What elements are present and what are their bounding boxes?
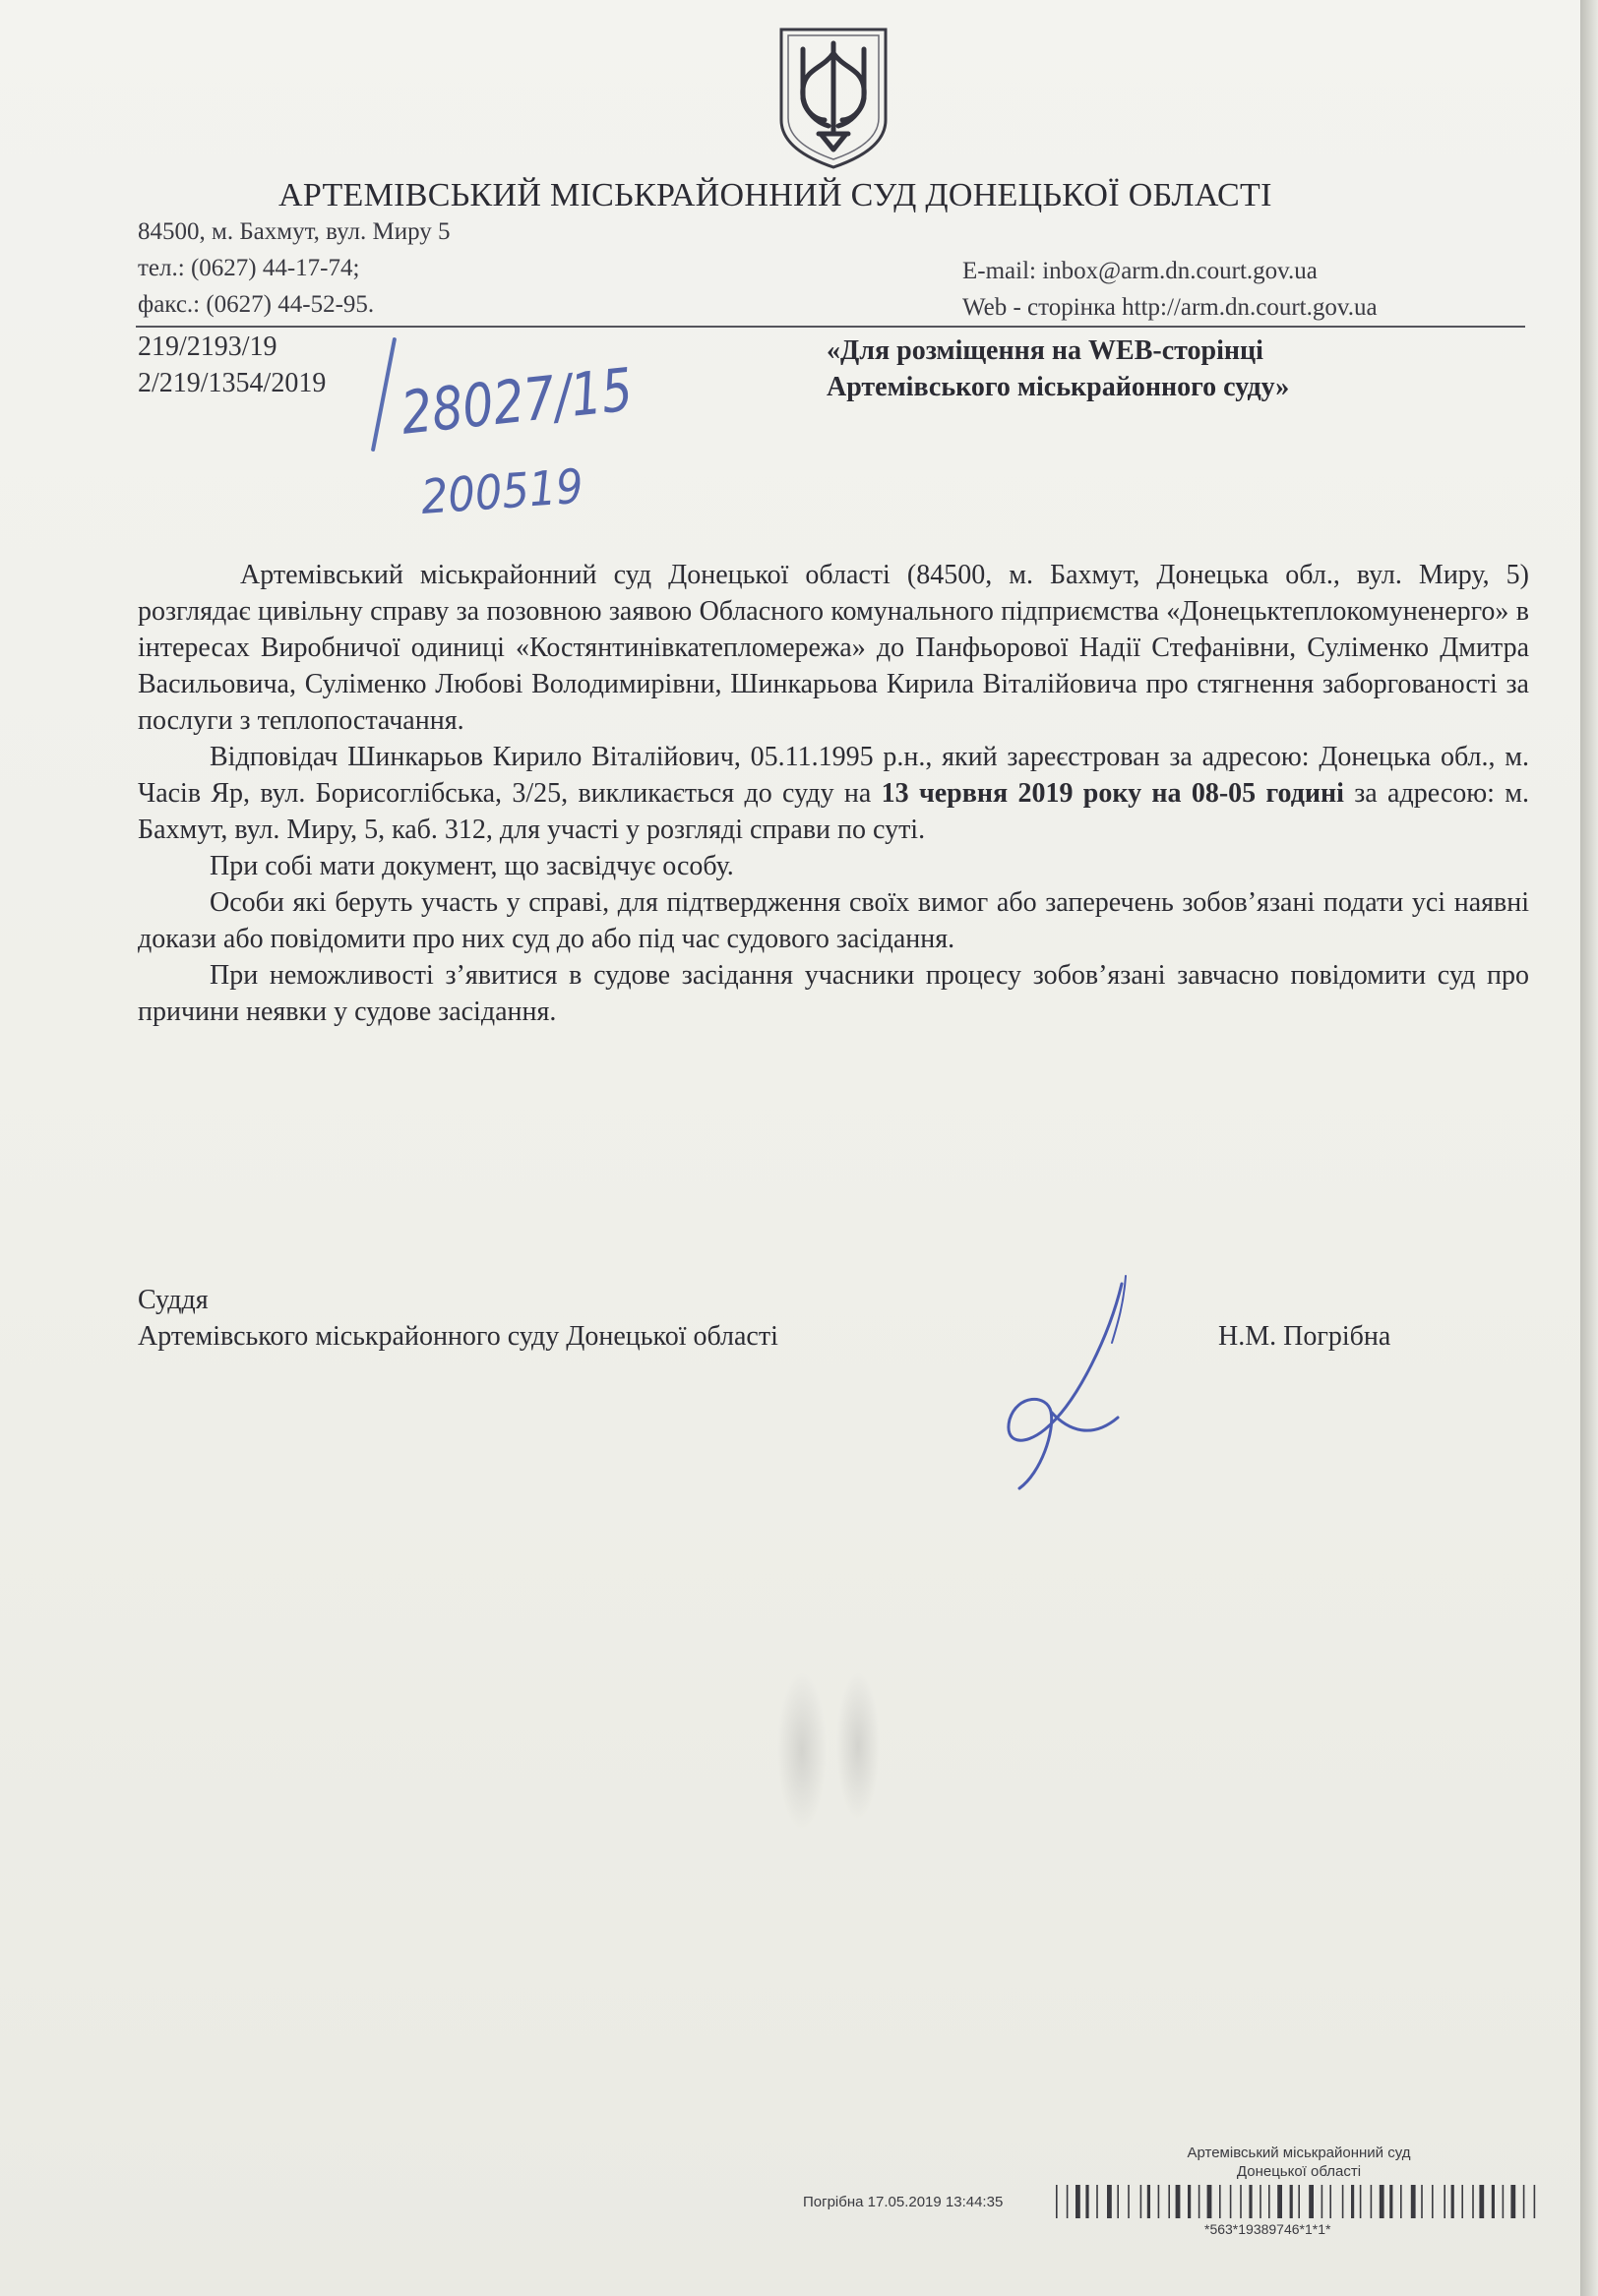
paragraph-text: При собі мати документ, що засвідчує особу. <box>210 851 734 881</box>
signature-court: Артемівського міськрайонного суду Донецької області <box>138 1321 778 1352</box>
paragraph-text: за адресою: м. Бахмут, вул. Миру, 5, каб. 312, для участі у розгляді справи по суті. <box>138 778 1529 845</box>
case-number: 219/2193/19 <box>138 332 277 362</box>
barcode-code: *563*19389746*1*1* <box>1204 2221 1331 2237</box>
stamp-court-region: Донецької області <box>1236 2163 1362 2180</box>
court-name: АРТЕМІВСЬКИЙ МІСЬКРАЙОННИЙ СУД ДОНЕЦЬКОЇ ОБЛАСТІ <box>278 177 1272 213</box>
document-body <box>138 557 1529 1030</box>
court-address: 84500, м. Бахмут, вул. Миру 5 <box>138 218 451 245</box>
paragraph-text: При неможливості з’явитися в судове засідання учасники процесу зобов’язані завчасно повідомити суд про причини неявки у судове засідання. <box>138 960 1529 1027</box>
barcode-icon <box>1056 2185 1538 2218</box>
paragraph-text: Відповідач Шинкарьов Кирило Віталійович, 05.11.1995 р.н., який зареєстрован за адресою: Донецька обл., м. Часів Яр, вул. Борисоглібська, 3/25, викликається до суду на <box>138 742 1529 809</box>
handwritten-date: 200519 <box>419 458 585 525</box>
coat-of-arms-icon <box>775 24 891 171</box>
scan-smudge <box>836 1672 880 1820</box>
paragraph-text: Артемівський міськрайонний суд Донецької області (84500, м. Бахмут, Донецька обл., вул. Миру, 5) розглядає цивільну справу за позовною заявою Обласного комунального підприємства «Донецьктеплокомуненерго» в інтересах Виробничої одиниці «Костянтинівкатепломережа» до Панфьорової Надії Стефанівни, Суліменко Дмитра Васильовича, Суліменко Любові Володимирівни, Шинкарьова Кирила Віталійовича про стягнення заборгованості за послуги з теплопостачання. <box>138 560 1529 736</box>
stamp-user-timestamp: Погрібна 17.05.2019 13:44:35 <box>803 2194 1004 2210</box>
handwritten-stroke <box>371 337 397 453</box>
web-placement-note: «Для розміщення на WEB-сторінці <box>827 335 1263 366</box>
body-paragraph <box>138 957 1529 1030</box>
web-placement-note: Артемівського міськрайонного суду» <box>827 372 1290 402</box>
body-paragraph <box>138 557 1529 739</box>
judge-name: Н.М. Погрібна <box>1218 1321 1391 1352</box>
body-paragraph <box>138 884 1529 957</box>
hearing-datetime: 13 червня 2019 року на 08-05 годині <box>881 778 1344 809</box>
scan-smudge <box>777 1672 827 1830</box>
body-paragraph <box>138 848 1529 884</box>
court-fax: факс.: (0627) 44-52-95. <box>138 291 375 318</box>
handwritten-note: 28027/15 <box>398 355 637 449</box>
handwritten-signature-icon <box>945 1264 1151 1500</box>
court-phone: тел.: (0627) 44-17-74; <box>138 255 360 281</box>
scan-edge-shadow <box>1580 0 1598 2296</box>
court-email: E-mail: inbox@arm.dn.court.gov.ua <box>962 258 1318 284</box>
header-divider <box>136 326 1525 328</box>
signature-title: Суддя <box>138 1285 209 1315</box>
court-website: Web - сторінка http://arm.dn.court.gov.ua <box>962 294 1378 321</box>
proceeding-number: 2/219/1354/2019 <box>138 368 327 398</box>
body-paragraph <box>138 739 1529 848</box>
stamp-court-name: Артемівський міськрайонний суд <box>1187 2145 1411 2161</box>
paragraph-text: Особи які беруть участь у справі, для підтвердження своїх вимог або заперечень зобов’язані подати усі наявні докази або повідомити про них суд до або під час судового засідання. <box>138 887 1529 954</box>
